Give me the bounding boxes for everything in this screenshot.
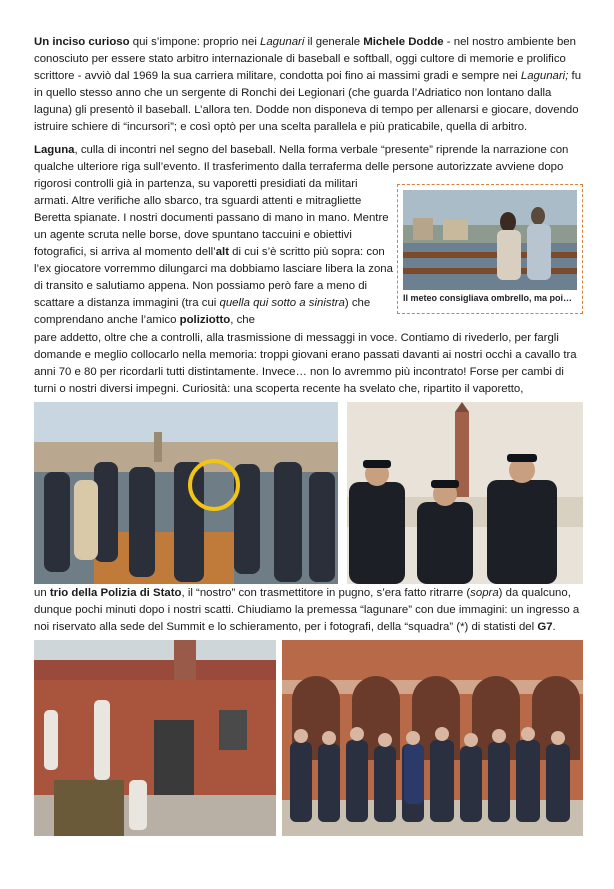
bold-g7: G7 (537, 621, 553, 633)
photo-police-trio (347, 402, 583, 584)
paragraph-laguna-rest (34, 330, 582, 398)
photo-g7-leaders (282, 640, 583, 836)
bold-poliziotto: poliziotto (179, 314, 231, 326)
photo-summit-entrance (34, 640, 276, 836)
italic-lagunari: Lagunari (260, 36, 305, 48)
text: pare addetto, oltre che a controlli, alla trasmissione di messaggi in voce. Contiamo di rivederlo, per fargli domande e meglio collocarlo nella memoria: troppi giovani erano passati davanti ai nostri occhi a cavallo tra anni 70 e 80 per ricordarli tutti distintamente. Invece… non lo avremmo più incontrato! Forse per cambi di turni o nostri diversi impegni. Curiosità: una scoperta recente ha svelato che, ripartito il vaporetto, (34, 332, 577, 395)
text: , il “nostro” con trasmettitore in pugno, s’era fatto ritrarre ( (181, 587, 471, 599)
text: ) da qualcuno, dunque pochi minuti dopo i nostri scatti. Chiudiamo la premessa “lagunare” con due immagini: un ingresso a noi riservato alla sede del Summit e lo schieramento, per i fotografi, della “squadra” (*) di statisti del (34, 587, 580, 633)
text: . (552, 621, 556, 633)
text: , culla di incontri nel segno del baseball. Nella forma verbale “presente” riprende la narrazione con qualche ulteriore riga sull’evento. Il trasferimento dalla terraferma delle persone autorizzate avviene dopo (34, 144, 569, 173)
photo-dock-crowd (34, 402, 338, 584)
photo-caption: Il meteo consigliava ombrello, ma poi… (403, 293, 573, 303)
bold-alt: alt (215, 246, 229, 258)
text: - nel nostro ambiente ben conosciuto per essere stato arbitro internazionale di baseball e softball, oggi cultore di memorie e prolifico scrittore - avviò dal 1969 la sua carriera militare, condotta poi fino ai massimi gradi e sempre nei (34, 36, 576, 82)
text: qui s’impone: proprio nei (129, 36, 261, 48)
text: rigorosi controlli già in partenza, su vaporetti presidiati da militari armati. Altre verifiche allo sbarco, tra sguardi attenti e mitragliette Beretta spianate. I nostri documenti passano di mano in mano. Mentre un agente scruta nelle borse, dove spuntano taccuini e obiettivi fotografici, si arriva al momento dell’ (34, 178, 389, 258)
lead-laguna: Laguna (34, 144, 75, 156)
italic-lagunari: Lagunari; (520, 70, 569, 82)
text: il generale (304, 36, 364, 48)
name-dodde: Michele Dodde (363, 36, 444, 48)
paragraph-inciso (34, 34, 582, 136)
text: un (34, 587, 50, 599)
text: , che (230, 314, 255, 326)
bold-trio: trio della Polizia di Stato (49, 587, 182, 599)
paragraph-laguna-wrap (34, 176, 394, 329)
photo-box (397, 184, 583, 314)
text: di cui s’è scritto più sopra: con l’ex giocatore vorremmo dilungarci ma dobbiamo lasciare libera la zona di transito e salutiamo appena. Non possiamo però fare a meno di scattare a distanza immagini (tra cui (34, 246, 393, 309)
italic-sopra: sopra (470, 587, 499, 599)
lead-inciso: Un inciso curioso (34, 36, 130, 48)
paragraph-laguna (34, 142, 582, 176)
photo-couple-venice (403, 190, 577, 290)
italic-sotto: quella qui sotto a sinistra (219, 297, 345, 309)
paragraph-trio (34, 585, 582, 636)
text: fu in quello stesso anno che un sergente di Ronchi dei Legionari (che guarda l’Adriatico non lontano dalla laguna) gli presentò il baseball. L’allora ten. Dodde non disponeva di tempo per allenarsi e giocare, dovendo istruire schiere di “incursori”; e così optò per una scelta parallela e più praticabile, quella di arbitro. (34, 70, 582, 133)
text: ) che comprendano anche l’amico (34, 297, 371, 326)
